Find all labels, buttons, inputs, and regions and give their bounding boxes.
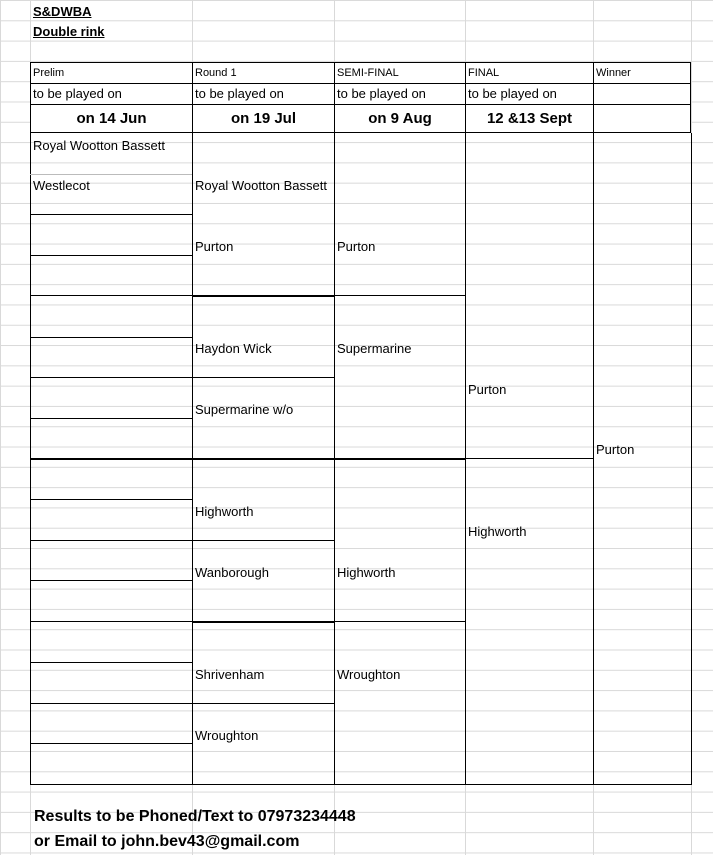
- prelim-team: Royal Wootton Bassett: [33, 138, 165, 153]
- bracket-line: [30, 418, 192, 419]
- org-title: S&DWBA: [33, 4, 92, 19]
- bracket-border: [465, 133, 466, 785]
- contact-email-line: or Email to john.bev43@gmail.com: [34, 833, 300, 850]
- bracket-line: [30, 255, 192, 256]
- bracket-line: [334, 621, 465, 622]
- final-team: Highworth: [468, 524, 527, 539]
- semifinal-team: Wroughton: [337, 667, 401, 682]
- round1-team: Supermarine w/o: [195, 402, 294, 417]
- round1-team: Wanborough: [195, 565, 269, 580]
- bracket-line: [30, 295, 192, 296]
- round1-team: Haydon Wick: [195, 341, 272, 356]
- bracket-line: [30, 621, 192, 622]
- round1-team: Shrivenham: [195, 667, 265, 682]
- bracket-line: [192, 540, 334, 541]
- bracket-border: [30, 784, 692, 785]
- round-name-round1: Round 1: [192, 62, 335, 84]
- round-name-semifinal: SEMI-FINAL: [334, 62, 466, 84]
- bracket-line: [30, 458, 192, 460]
- winner-team: Purton: [596, 442, 635, 457]
- played-on-semifinal: to be played on: [334, 83, 466, 105]
- date-semifinal: on 9 Aug: [334, 104, 466, 133]
- bracket-border: [691, 133, 692, 785]
- round-name-final: FINAL: [465, 62, 594, 84]
- bracket-line: [192, 703, 334, 704]
- bracket-line: [30, 580, 192, 581]
- bracket-line: [334, 295, 465, 296]
- bracket-line: [192, 458, 334, 460]
- bracket-line: [30, 174, 192, 175]
- bracket-line: [465, 458, 593, 459]
- played-on-prelim: to be played on: [30, 83, 193, 105]
- bracket-line: [30, 743, 192, 744]
- played-on-round1: to be played on: [192, 83, 335, 105]
- semifinal-team: Highworth: [337, 565, 396, 580]
- date-round1: on 19 Jul: [192, 104, 335, 133]
- bracket-line: [334, 458, 465, 460]
- bracket-line: [30, 662, 192, 663]
- date-prelim: on 14 Jun: [30, 104, 193, 133]
- bracket-line: [30, 540, 192, 541]
- final-team: Purton: [468, 382, 507, 397]
- prelim-team: Westlecot: [33, 178, 90, 193]
- round-name-prelim: Prelim: [30, 62, 193, 84]
- bracket-line: [30, 214, 192, 215]
- bracket-line: [192, 377, 334, 378]
- bracket-border: [593, 133, 594, 785]
- semifinal-team: Supermarine: [337, 341, 412, 356]
- bracket-line: [30, 703, 192, 704]
- round1-team: Royal Wootton Bassett: [195, 178, 327, 193]
- bracket-line: [30, 337, 192, 338]
- semifinal-team: Purton: [337, 239, 376, 254]
- competition-title: Double rink: [33, 24, 105, 39]
- bracket-line: [30, 377, 192, 378]
- contact-phone-line: Results to be Phoned/Text to 07973234448: [34, 808, 356, 825]
- bracket-line: [192, 621, 334, 623]
- played-on-winner: [593, 83, 691, 105]
- bracket-line: [192, 295, 334, 297]
- round1-team: Wroughton: [195, 728, 259, 743]
- played-on-final: to be played on: [465, 83, 594, 105]
- bracket-line: [30, 499, 192, 500]
- round1-team: Purton: [195, 239, 234, 254]
- date-winner: [593, 104, 691, 133]
- round1-team: Highworth: [195, 504, 254, 519]
- round-name-winner: Winner: [593, 62, 691, 84]
- date-final: 12 &13 Sept: [465, 104, 594, 133]
